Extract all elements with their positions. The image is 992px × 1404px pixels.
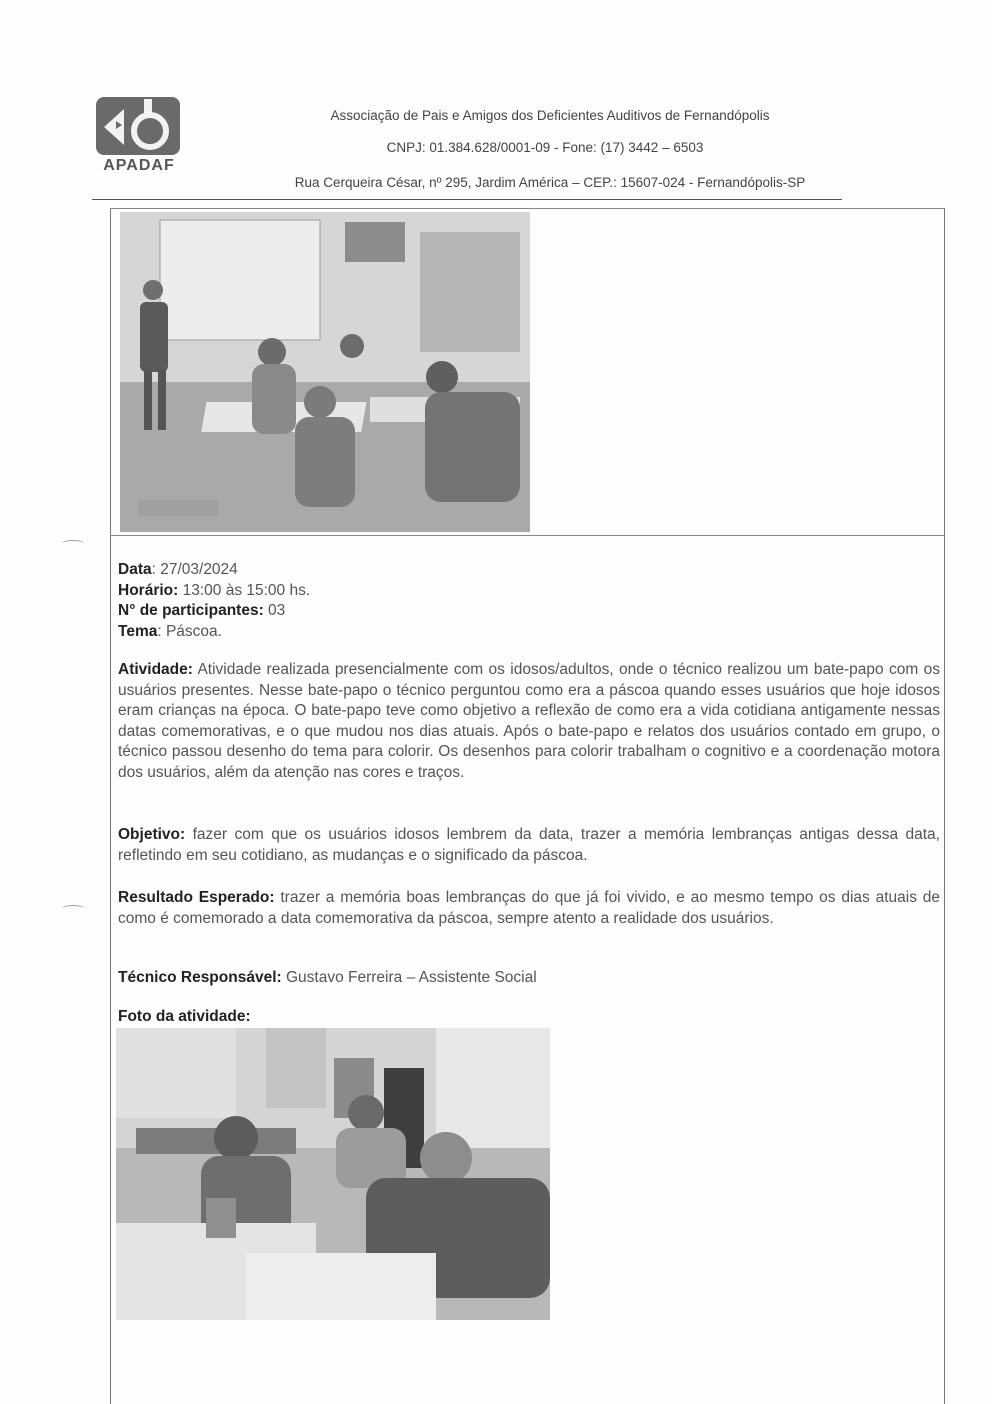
- activity-info: [118, 560, 940, 642]
- theme-row: [118, 622, 940, 643]
- resultado-label: Resultado Esperado:: [118, 889, 275, 906]
- time-value: 13:00 às 15:00 hs.: [178, 581, 311, 599]
- frame-right-border: [944, 208, 945, 1404]
- objetivo-paragraph: [118, 825, 940, 866]
- foto-label: [118, 1007, 940, 1028]
- theme-label: Tema: [118, 622, 158, 640]
- apadaf-logo: [94, 95, 184, 177]
- apadaf-logo-mark: [94, 95, 184, 159]
- resultado-text: trazer a memória boas lembranças do que já foi vivido, e ao mesmo tempo os dias atuais de como é comemorado a data comemorativa da páscoa, sempre atento a realidade dos usuários.: [118, 889, 941, 927]
- tecnico-text: Gustavo Ferreira – Assistente Social: [281, 969, 537, 986]
- frame-top-border: [110, 208, 944, 209]
- theme-value: : Páscoa.: [157, 622, 222, 640]
- date-label: Data: [118, 561, 152, 578]
- tecnico-paragraph: [118, 968, 940, 989]
- photo-divider: [110, 535, 944, 536]
- atividade-label: Atividade:: [118, 661, 193, 678]
- scan-margin-mark: [62, 540, 84, 547]
- frame-left-border: [110, 208, 111, 1404]
- objetivo-text: fazer com que os usuários idosos lembrem da data, trazer a memória lembranças antigas dessa data, refletindo em seu cotidiano, as mudanças e o significado da páscoa.: [118, 826, 940, 864]
- time-row: [118, 581, 940, 602]
- letterhead-divider: [92, 199, 842, 200]
- date-row: [118, 560, 940, 581]
- scan-margin-mark: [62, 905, 84, 912]
- participants-row: [118, 601, 940, 622]
- atividade-text: Atividade realizada presencialmente com os idosos/adultos, onde o técnico realizou um bate-papo com os usuários presentes. Nesse bate-papo o técnico perguntou como era a páscoa quando esses usuários que hoje idosos eram crianças na época. O bate-papo teve como objetivo a reflexão de como era a vida cotidiana antigamente nessas datas comemorativas, e o que mudou nos dias atuais. Após o bate-papo e relatos dos usuários contado em grupo, o técnico passou desenho do tema para colorir. Os desenhos para colorir trabalham o cognitivo e a coordenação motora dos usuários, além da atenção nas cores e traços.: [118, 661, 940, 781]
- date-value: : 27/03/2024: [151, 561, 238, 578]
- logo-text: APADAF: [103, 157, 175, 174]
- time-label: Horário:: [118, 581, 179, 599]
- tecnico-label: Técnico Responsável:: [118, 969, 282, 986]
- atividade-paragraph: [118, 660, 940, 783]
- cnpj-phone-line: CNPJ: 01.384.628/0001-09 - Fone: (17) 3442 – 6503: [386, 140, 704, 155]
- organization-name: Associação de Pais e Amigos dos Deficientes Auditivos de Fernandópolis: [330, 108, 770, 123]
- activity-photo-presentation: [120, 212, 530, 532]
- activity-photo-coloring: [116, 1028, 550, 1320]
- resultado-paragraph: [118, 888, 940, 929]
- address-line: Rua Cerqueira César, nº 295, Jardim América – CEP.: 15607-024 - Fernandópolis-SP: [294, 175, 806, 190]
- foto-label-text: Foto da atividade:: [118, 1008, 251, 1025]
- objetivo-label: Objetivo:: [118, 826, 186, 843]
- participants-value: 03: [263, 602, 286, 619]
- participants-label: N° de participantes:: [118, 602, 264, 619]
